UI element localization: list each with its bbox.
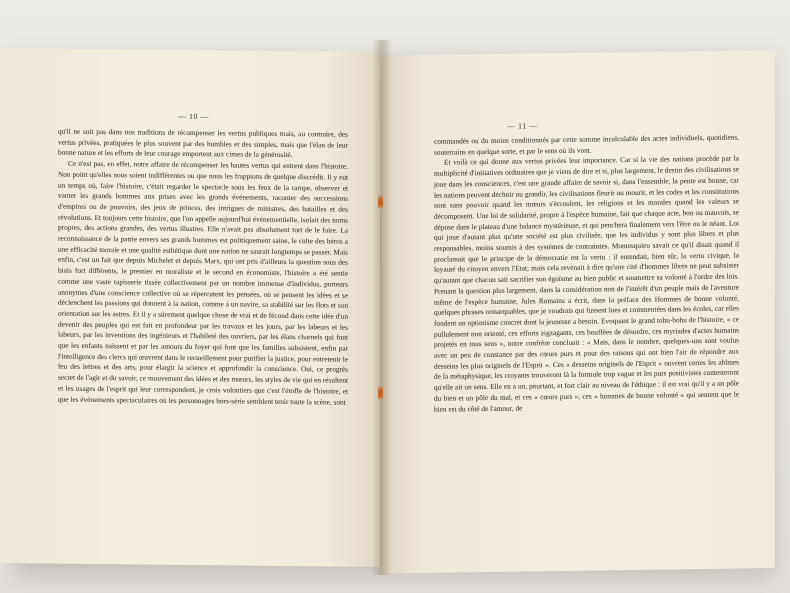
rust-stain bbox=[378, 386, 383, 400]
page-number-right: — 11 — bbox=[507, 121, 538, 131]
paragraph: commandés ou du moins conditionnés par cette somme incalculable des actes individuels, quotidiens, souterrains en quelque sorte, et par le sens où ils vont. bbox=[434, 132, 739, 157]
paragraph: Et voilà ce qui donne aux vertus privées leur importance. Car si la vie des nations procède par la multiplicité d'initiatives ordinaires que je viens de dire et si, plus largement, le destin des civilisations se joue dans les consciences, c'est une grande affaire de savoir si, dans l'ensemble, la pente est bonne, car les nations peuvent déchoir ou grandir, les civilisations fleurir ou mourir, et les codes et les constitutions sont sans pouvoir quand les mœurs s'écroulent, les religions et les morales quand les valeurs se décomposent. Une loi de solidarité, propre à l'espèce humaine, fait que chaque acte, bon ou mauvais, se dépose dans le plateau d'une balance mystérieuse, et qui penchera finalement vers l'être ou le néant. Loi qui joue d'autant plus qu'une société est plus civilisée, que les individus y sont plus libres et plus responsables, moins soumis à des systèmes de contraintes. Montesquieu savait ce qu'il disait quand il proclamait que le principe de la démocratie est la vertu : il entendait, bien sûr, la vertu civique, la loyauté du citoyen envers l'Etat; mais cela revenait à dire qu'une cité d'hommes libres ne peut subsister qu'autant que chacun sait sacrifier son égoïsme au bien public et soumettre sa volonté à l'ordre des lois. Prenant la question plus largement, dans la considération non de l'intérêt d'un peuple mais de l'aventure même de l'espèce humaine, Jules Romains a écrit, dans la préface des Hommes de bonne volonté, quelques phrases remarquables, que je voudrais qui fussent lues et commentées dans les écoles, car elles fondent un optimisme concret dont la jeunesse a besoin. Evoquant le grand tohu-bohu de l'histoire, « ce pullulement non orienté, ces efforts zigzagants, ces bouffées de désordre, ces myriades d'actes humains projetés en tous sens », notre confrère concluait : « Mais, dans le nombre, quelques-uns sont voulus avec un peu de constance par des cœurs purs et pour des raisons qui ont bien l'air de répondre aux desseins les plus originels de l'Esprit ». Ces « desseins originels de l'Esprit » ouvrent certes les abîmes de la métaphysique, les croyants trouveront là la formule trop vague et les purs positivistes contesteront qu'elle ait un sens. Elle en a un, pourtant, et fort clair au niveau de l'éthique : il est vrai qu'il y a un pôle du bien et un pôle du mal, et ces « cœurs purs », ces « hommes de bonne volonté » qui sentent que le bien est du côté de l'amour, de bbox=[434, 153, 739, 414]
page-number-left: — 10 — bbox=[178, 111, 209, 122]
left-page-text bbox=[58, 127, 348, 560]
right-page bbox=[382, 50, 775, 573]
paragraph: Ce n'est pas, en effet, notre affaire de récompenser les hautes vertus qui entrent dans l'histoire. Non point qu'elles nous soient indifférentes ou que nous les frappions de quelque discrédit. Il y eut un temps où, faire l'histoire, c'était regarder le spectacle sous les feux de la rampe, observer et vanter les grands hommes aux prises avec les grands événements, raconter des successions d'empires ou de pouvoirs, des jeux de princes, des intrigues de ministres, des batailles et des révolutions. Et toujours cette histoire, que l'on appelle aujourd'hui événementielle, isolait des noms propres, des actions grandes, des vertus illustres. Elle n'avait pas absolument tort de le faire. La reconnaissance de la patrie envers ses grands hommes est politiquement saine, le culte des héros a une efficacité morale et une qualité esthétique dont une nation ne saurait longtemps se passer. Mais enfin, c'est un fait que depuis Michelet et depuis Marx, qui ont pris d'ailleurs la question sous des biais fort différents, le premier en moraliste et le second en économiste, l'histoire a été sentie comme une vaste tapisserie tissée collectivement par un nombre immense d'individus, porteurs anonymes d'une conscience collective où se répercutent les pensées, où se pensent les idées et se déclenchent les passions qui donnent à la nation, comme à un navire, sa stabilité sur les flots et son orientation sur les astres. Et il y a sûrement quelque chose de vrai et de fécond dans cette idée d'un devenir des peuples qui est fait en profondeur par les travaux et les jours, par les labeurs et les labeurs, par les inventions des ingénieurs et l'habileté des ouvriers, par les élans charnels qui font que les enfants naissent et par les amours du foyer qui font que les familles subsistent, enfin par l'intelligence des clercs qui œuvrent dans le recueillement pour purifier la justice, pour entretenir le feu des lettres et des arts, pour élargir la science et approfondir la conscience. Oui, ce progrès secret de l'agir et du savoir, ce mouvement des idées et des mœurs, les styles de vie qui en résultent et les usages de l'esprit qui leur correspondent, je crois volontiers que c'est l'étoffe de l'histoire, et que les événements spectaculaires où les personnages hors-série semblent tenir toute la scène, sont bbox=[58, 158, 348, 407]
rust-stain bbox=[378, 195, 383, 209]
left-page bbox=[0, 48, 380, 567]
right-page-text bbox=[434, 133, 739, 567]
paragraph: qu'il ne soit pas dans nos traditions de récompenser les vertus publiques mais, au contraire, des vertus privées, pratiquées le plus souvent par des humbles et des simples, mais que l'élan de leur bonne nature et les efforts de leur courage emportent aux cimes de la générosité. bbox=[58, 126, 348, 160]
book-gutter bbox=[372, 40, 392, 575]
